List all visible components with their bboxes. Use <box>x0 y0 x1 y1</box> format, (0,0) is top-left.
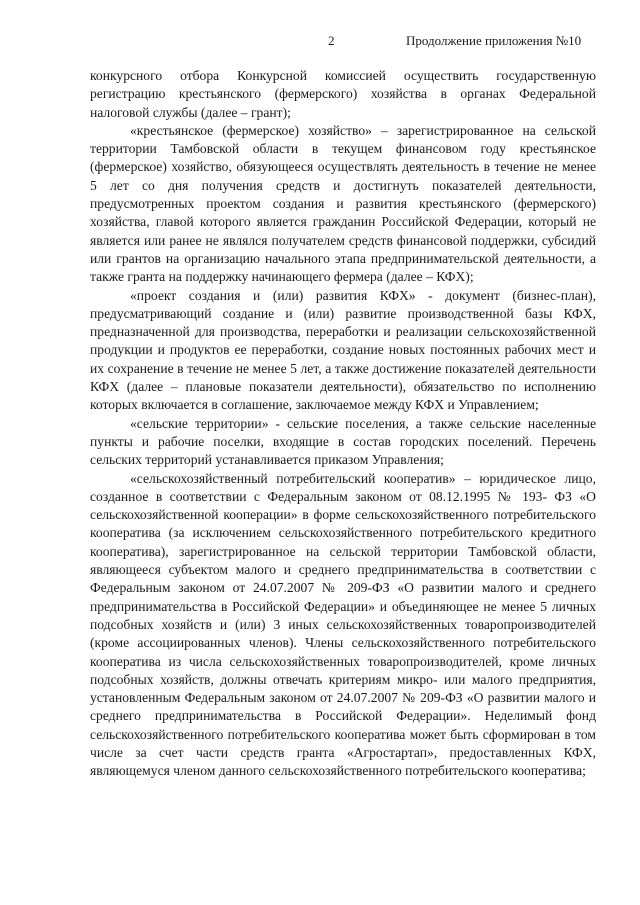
document-body <box>90 67 596 781</box>
paragraph-project-definition: «проект создания и (или) развития КФХ» - документ (бизнес-план), предусматривающий создание и (или) развитие производственной базы КФХ, предназначенной для производства, переработки и реализации сельскохозяйственной продукции и продуктов ее переработки, создание новых постоянных рабочих мест и их сохранение в течение не менее 5 лет, а также достижение показателей деятельности КФХ (далее – плановые показатели деятельности), обязательство по исполнению которых включается в соглашение, заключаемое между КФХ и Управлением; <box>90 287 596 413</box>
paragraph-cooperative-definition: «сельскохозяйственный потребительский кооператив» – юридическое лицо, созданное в соответствии с Федеральным законом от 08.12.1995 № 193- ФЗ «О сельскохозяйственной кооперации» в форме сельскохозяйственного потребительского кооператива (за исключением сельскохозяйственного потребительского кредитного кооператива), зарегистрированное на сельской территории Тамбовской области, являющееся субъектом малого и среднего предпринимательства в соответствии с Федеральным законом от 24.07.2007 № 209-ФЗ «О развитии малого и среднего предпринимательства в Российской Федерации» и объединяющее не менее 5 личных подсобных хозяйств и (или) 3 иных сельскохозяйственных товаропроизводителей (кроме ассоциированных членов). Члены сельскохозяйственного потребительского кооператива из числа сельскохозяйственных товаропроизводителей, кроме личных подсобных хозяйств, должны отвечать критериям микро- или малого предприятия, установленным Федеральным законом от 24.07.2007 № 209-ФЗ «О развитии малого и среднего предпринимательства в Российской Федерации». Неделимый фонд сельскохозяйственного потребительского кооператива может быть сформирован в том числе за счет части средств гранта «Агростартап», предоставленных КФХ, являющемуся членом данного сельскохозяйственного потребительского кооператива; <box>90 470 596 779</box>
page-number: 2 <box>328 33 335 48</box>
paragraph-grant-definition-end: конкурсного отбора Конкурсной комиссией осуществить государственную регистрацию крестьянского (фермерского) хозяйства в органах Федеральной налоговой службы (далее – грант); <box>90 68 596 120</box>
appendix-continuation-note: Продолжение приложения №10 <box>406 33 582 48</box>
paragraph-kfh-definition: «крестьянское (фермерское) хозяйство» – зарегистрированное на сельской территории Тамбовской области в текущем финансовом году крестьянское (фермерское) хозяйство, обязующееся осуществлять деятельность в течение не менее 5 лет со дня получения средств и достигнуть показателей деятельности, предусмотренных проектом создания и развития крестьянского (фермерского) хозяйства, главой которого является гражданин Российской Федерации, который не является или ранее не являлся получателем средств финансовой поддержки, субсидий или грантов на организацию начального этапа предпринимательской деятельности, а также гранта на поддержку начинающего фермера (далее – КФХ); <box>90 122 596 285</box>
paragraph-rural-territories-definition: «сельские территории» - сельские поселения, а также сельские населенные пункты и рабочие поселки, входящие в состав городских поселений. Перечень сельских территорий устанавливается приказом Управления; <box>90 415 596 468</box>
